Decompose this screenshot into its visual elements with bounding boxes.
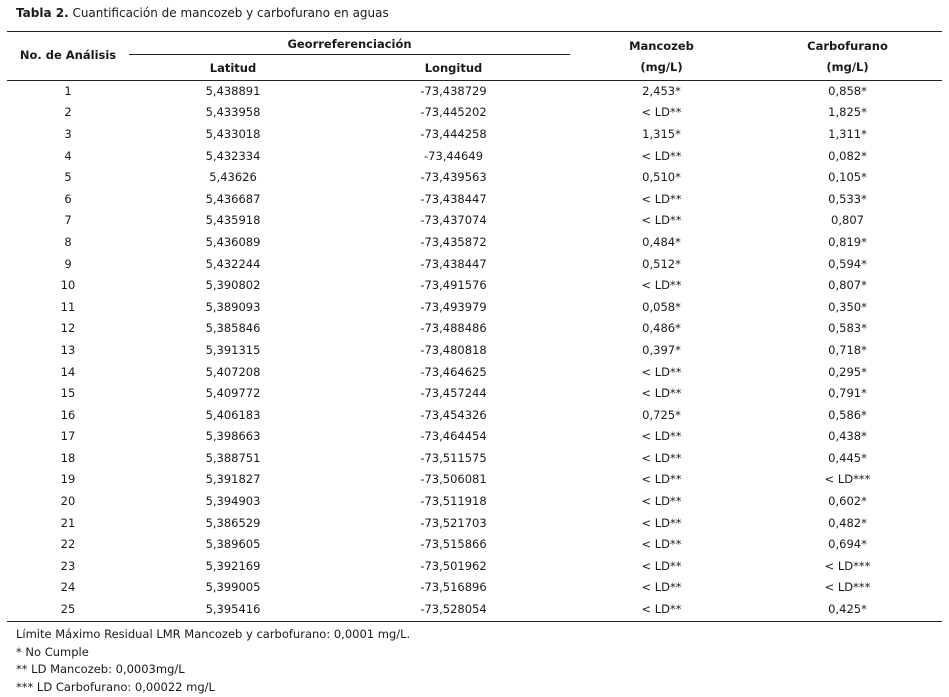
cell-longitud: -73,438447	[420, 191, 487, 206]
cell-latitud: 5,433958	[205, 105, 261, 120]
cell-longitud: -73,480818	[420, 342, 487, 357]
table-row	[7, 382, 942, 404]
table-row	[7, 447, 942, 469]
cell-latitud: 5,390802	[205, 278, 261, 293]
cell-longitud: -73,444258	[420, 126, 487, 141]
table-row	[7, 188, 942, 210]
cell-longitud: -73,515866	[420, 537, 487, 552]
cell-no-analisis: 24	[60, 580, 76, 595]
cell-mancozeb: < LD**	[641, 472, 682, 487]
cell-longitud: -73,488486	[420, 321, 487, 336]
cell-longitud: -73,464454	[420, 429, 487, 444]
table-row	[7, 231, 942, 253]
header-carbofurano: Carbofurano	[807, 39, 888, 53]
cell-latitud: 5,409772	[205, 386, 261, 401]
cell-mancozeb: < LD**	[641, 450, 682, 465]
cell-latitud: 5,399005	[205, 580, 261, 595]
cell-longitud: -73,439563	[420, 170, 487, 185]
cell-longitud: -73,491576	[420, 278, 487, 293]
header-carbofurano-unit: (mg/L)	[826, 60, 869, 74]
cell-longitud: -73,438729	[420, 83, 487, 98]
cell-longitud: -73,445202	[420, 105, 487, 120]
cell-mancozeb: < LD**	[641, 191, 682, 206]
cell-latitud: 5,386529	[205, 515, 261, 530]
cell-mancozeb: 0,486*	[642, 321, 681, 336]
cell-mancozeb: 0,725*	[642, 407, 681, 422]
table-row	[7, 274, 942, 296]
footnotes	[16, 626, 410, 696]
cell-no-analisis: 13	[60, 342, 76, 357]
cell-carbofurano: 1,825*	[828, 105, 867, 120]
table-row	[7, 296, 942, 318]
cell-mancozeb: 0,058*	[642, 299, 681, 314]
cell-carbofurano: 0,583*	[828, 321, 867, 336]
cell-latitud: 5,388751	[205, 450, 261, 465]
cell-carbofurano: 0,807*	[828, 278, 867, 293]
cell-carbofurano: 0,718*	[828, 342, 867, 357]
table-row	[7, 123, 942, 145]
data-table	[7, 80, 942, 620]
cell-longitud: -73,521703	[420, 515, 487, 530]
cell-no-analisis: 16	[60, 407, 76, 422]
cell-no-analisis: 25	[60, 602, 76, 617]
cell-mancozeb: < LD**	[641, 364, 682, 379]
table-row	[7, 598, 942, 620]
cell-carbofurano: < LD***	[824, 558, 871, 573]
footnote-ld-mancozeb: ** LD Mancozeb: 0,0003mg/L	[16, 662, 185, 677]
cell-carbofurano: 0,819*	[828, 234, 867, 249]
cell-longitud: -73,464625	[420, 364, 487, 379]
cell-latitud: 5,389093	[205, 299, 261, 314]
table-top-rule	[7, 31, 942, 32]
cell-carbofurano: 0,791*	[828, 386, 867, 401]
cell-latitud: 5,395416	[205, 602, 261, 617]
cell-mancozeb: 1,315*	[642, 126, 681, 141]
cell-longitud: -73,493979	[420, 299, 487, 314]
cell-latitud: 5,406183	[205, 407, 261, 422]
cell-carbofurano: 0,858*	[828, 83, 867, 98]
cell-carbofurano: 0,082*	[828, 148, 867, 163]
cell-latitud: 5,433018	[205, 126, 261, 141]
table-row	[7, 166, 942, 188]
cell-carbofurano: 0,445*	[828, 450, 867, 465]
table-row	[7, 577, 942, 599]
cell-carbofurano: 0,694*	[828, 537, 867, 552]
cell-longitud: -73,506081	[420, 472, 487, 487]
cell-no-analisis: 10	[60, 278, 76, 293]
cell-mancozeb: < LD**	[641, 148, 682, 163]
cell-latitud: 5,391315	[205, 342, 261, 357]
table-caption-label: Tabla 2.	[16, 6, 69, 20]
cell-carbofurano: 0,594*	[828, 256, 867, 271]
cell-mancozeb: < LD**	[641, 278, 682, 293]
cell-carbofurano: < LD***	[824, 472, 871, 487]
cell-latitud: 5,398663	[205, 429, 261, 444]
cell-carbofurano: 0,295*	[828, 364, 867, 379]
cell-latitud: 5,432244	[205, 256, 261, 271]
cell-no-analisis: 6	[64, 191, 72, 206]
cell-no-analisis: 11	[60, 299, 76, 314]
cell-longitud: -73,511575	[420, 450, 487, 465]
cell-latitud: 5,389605	[205, 537, 261, 552]
cell-no-analisis: 17	[60, 429, 76, 444]
data-table-body	[7, 80, 942, 620]
table-row	[7, 318, 942, 340]
cell-latitud: 5,394903	[205, 494, 261, 509]
cell-mancozeb: < LD**	[641, 515, 682, 530]
cell-no-analisis: 5	[64, 170, 72, 185]
cell-longitud: -73,528054	[420, 602, 487, 617]
cell-no-analisis: 9	[64, 256, 72, 271]
cell-no-analisis: 15	[60, 386, 76, 401]
cell-carbofurano: 0,105*	[828, 170, 867, 185]
cell-no-analisis: 7	[64, 213, 72, 228]
cell-mancozeb: 0,510*	[642, 170, 681, 185]
cell-no-analisis: 4	[64, 148, 72, 163]
table-row	[7, 253, 942, 275]
cell-carbofurano: 0,482*	[828, 515, 867, 530]
cell-mancozeb: < LD**	[641, 602, 682, 617]
cell-no-analisis: 22	[60, 537, 76, 552]
table-row	[7, 426, 942, 448]
table-row	[7, 145, 942, 167]
cell-longitud: -73,501962	[420, 558, 487, 573]
cell-mancozeb: < LD**	[641, 105, 682, 120]
cell-latitud: 5,43626	[209, 170, 257, 185]
cell-mancozeb: < LD**	[641, 558, 682, 573]
header-longitud: Longitud	[424, 61, 483, 75]
cell-latitud: 5,392169	[205, 558, 261, 573]
cell-latitud: 5,391827	[205, 472, 261, 487]
georef-subrule	[129, 54, 570, 55]
table-caption-text: Cuantificación de mancozeb y carbofurano en aguas	[68, 6, 389, 20]
cell-mancozeb: 0,484*	[642, 234, 681, 249]
cell-longitud: -73,438447	[420, 256, 487, 271]
table-row	[7, 469, 942, 491]
cell-carbofurano: 0,602*	[828, 494, 867, 509]
cell-carbofurano: 0,807	[831, 213, 864, 228]
cell-mancozeb: < LD**	[641, 429, 682, 444]
cell-no-analisis: 18	[60, 450, 76, 465]
cell-no-analisis: 19	[60, 472, 76, 487]
footnote-lmr: Límite Máximo Residual LMR Mancozeb y carbofurano: 0,0001 mg/L.	[16, 627, 411, 641]
cell-latitud: 5,435918	[205, 213, 261, 228]
header-mancozeb-unit: (mg/L)	[640, 60, 683, 74]
header-no-analisis: No. de Análisis	[19, 48, 117, 62]
cell-mancozeb: < LD**	[641, 537, 682, 552]
table-row	[7, 361, 942, 383]
cell-latitud: 5,436089	[205, 234, 261, 249]
header-mancozeb: Mancozeb	[629, 39, 694, 53]
table-row	[7, 210, 942, 232]
cell-no-analisis: 21	[60, 515, 76, 530]
cell-no-analisis: 3	[64, 126, 72, 141]
cell-latitud: 5,436687	[205, 191, 261, 206]
cell-no-analisis: 14	[60, 364, 76, 379]
header-latitud: Latitud	[209, 61, 257, 75]
cell-no-analisis: 12	[60, 321, 76, 336]
cell-carbofurano: 1,311*	[828, 126, 867, 141]
cell-carbofurano: 0,438*	[828, 429, 867, 444]
cell-latitud: 5,385846	[205, 321, 261, 336]
cell-latitud: 5,407208	[205, 364, 261, 379]
cell-longitud: -73,454326	[420, 407, 487, 422]
cell-carbofurano: 0,350*	[828, 299, 867, 314]
cell-no-analisis: 2	[64, 105, 72, 120]
footnote-ld-carbofurano: *** LD Carbofurano: 0,00022 mg/L	[16, 679, 215, 694]
header-georreferenciacion: Georreferenciación	[287, 37, 412, 51]
cell-no-analisis: 20	[60, 494, 76, 509]
table-bottom-rule	[7, 621, 942, 622]
table-caption	[16, 5, 389, 21]
cell-no-analisis: 23	[60, 558, 76, 573]
cell-no-analisis: 1	[64, 83, 72, 98]
cell-mancozeb: < LD**	[641, 213, 682, 228]
table-row	[7, 404, 942, 426]
footnote-no-cumple: * No Cumple	[16, 644, 89, 659]
table-row	[7, 102, 942, 124]
cell-longitud: -73,457244	[420, 386, 487, 401]
table-row	[7, 555, 942, 577]
cell-mancozeb: 0,397*	[642, 342, 681, 357]
cell-mancozeb: < LD**	[641, 386, 682, 401]
cell-carbofurano: < LD***	[824, 580, 871, 595]
cell-longitud: -73,511918	[420, 494, 487, 509]
cell-mancozeb: 0,512*	[642, 256, 681, 271]
cell-longitud: -73,516896	[420, 580, 487, 595]
cell-longitud: -73,437074	[420, 213, 487, 228]
cell-mancozeb: 2,453*	[642, 83, 681, 98]
cell-carbofurano: 0,425*	[828, 602, 867, 617]
table-row	[7, 533, 942, 555]
cell-carbofurano: 0,586*	[828, 407, 867, 422]
table-row	[7, 490, 942, 512]
cell-mancozeb: < LD**	[641, 580, 682, 595]
cell-longitud: -73,44649	[423, 148, 484, 163]
table-row	[7, 80, 942, 102]
table-row	[7, 339, 942, 361]
cell-latitud: 5,438891	[205, 83, 261, 98]
cell-carbofurano: 0,533*	[828, 191, 867, 206]
cell-longitud: -73,435872	[420, 234, 487, 249]
cell-mancozeb: < LD**	[641, 494, 682, 509]
table-row	[7, 512, 942, 534]
cell-latitud: 5,432334	[205, 148, 261, 163]
cell-no-analisis: 8	[64, 234, 72, 249]
